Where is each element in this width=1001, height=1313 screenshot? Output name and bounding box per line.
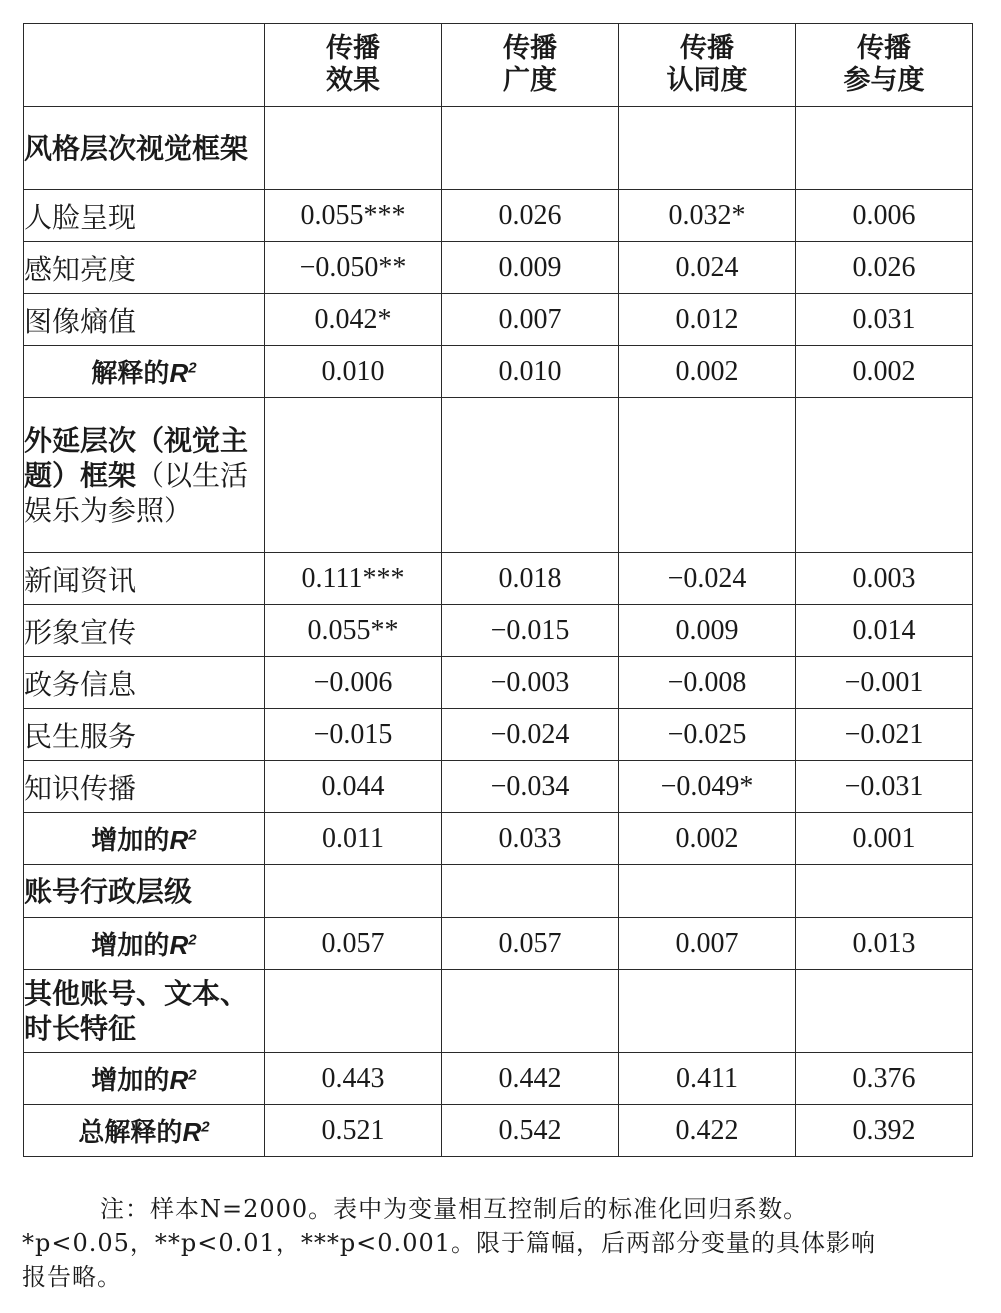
r-superscript: 2 [201, 1118, 210, 1136]
coefficient-cell: 0.012 [619, 294, 796, 346]
coefficient-cell: 0.111*** [265, 553, 442, 605]
coefficient-cell: 0.031 [796, 294, 973, 346]
coefficient-cell: −0.031 [796, 761, 973, 813]
empty-cell [442, 970, 619, 1053]
section-title: 账号行政层级 [24, 874, 193, 908]
table-note [22, 1192, 978, 1294]
coefficient-cell: 0.032* [619, 190, 796, 242]
coefficient-cell: −0.050** [265, 242, 442, 294]
table-row [24, 657, 973, 709]
coefficient-cell: 0.033 [442, 813, 619, 865]
r-superscript: 2 [188, 931, 197, 949]
header-transmission-participation: 传播 参与度 [796, 24, 973, 107]
r-squared-row [24, 1105, 973, 1157]
r-squared-label [24, 918, 265, 970]
empty-cell [619, 107, 796, 190]
coefficient-cell: 0.009 [619, 605, 796, 657]
variable-label: 感知亮度 [24, 242, 265, 294]
r-squared-row [24, 1053, 973, 1105]
empty-cell [796, 107, 973, 190]
r-squared-text: 增加的 [91, 826, 170, 856]
header-transmission-effect: 传播 效果 [265, 24, 442, 107]
coefficient-cell: 0.055*** [265, 190, 442, 242]
r-symbol: R [169, 825, 189, 855]
section-subtitle: （以生活娱乐为参照） [24, 458, 249, 527]
coefficient-cell: 0.044 [265, 761, 442, 813]
coefficient-cell: 0.411 [619, 1053, 796, 1105]
r-superscript: 2 [188, 1066, 197, 1084]
coefficient-cell: 0.002 [619, 346, 796, 398]
r-symbol: R [169, 358, 189, 388]
coefficient-cell: 0.392 [796, 1105, 973, 1157]
r-squared-row [24, 918, 973, 970]
r-symbol: R [169, 1065, 189, 1095]
r-symbol: R [169, 930, 189, 960]
table-row [24, 553, 973, 605]
coefficient-cell: 0.013 [796, 918, 973, 970]
r-squared-label [24, 346, 265, 398]
empty-cell [796, 970, 973, 1053]
empty-cell [442, 107, 619, 190]
coefficient-cell: 0.010 [265, 346, 442, 398]
coefficient-cell: 0.014 [796, 605, 973, 657]
coefficient-cell: 0.018 [442, 553, 619, 605]
empty-cell [265, 398, 442, 553]
corner-cell [24, 24, 265, 107]
coefficient-cell: 0.376 [796, 1053, 973, 1105]
empty-cell [619, 398, 796, 553]
coefficient-cell: 0.521 [265, 1105, 442, 1157]
section-title: 外延层次（视觉主题）框架 [24, 423, 249, 492]
table-body [24, 107, 973, 1157]
coefficient-cell: −0.034 [442, 761, 619, 813]
coefficient-cell: −0.008 [619, 657, 796, 709]
empty-cell [265, 970, 442, 1053]
section-title: 风格层次视觉框架 [24, 131, 249, 165]
coefficient-cell: −0.006 [265, 657, 442, 709]
coefficient-cell: 0.009 [442, 242, 619, 294]
coefficient-cell: 0.057 [442, 918, 619, 970]
section-row [24, 107, 973, 190]
table-row [24, 294, 973, 346]
coefficient-cell: −0.025 [619, 709, 796, 761]
coefficient-cell: −0.024 [619, 553, 796, 605]
table-row [24, 190, 973, 242]
r-squared-text: 解释的 [91, 359, 170, 389]
note-line-2: *p<0.05，**p<0.01，***p<0.001。限于篇幅，后两部分变量的具体影响 [22, 1229, 876, 1257]
coefficient-cell: 0.010 [442, 346, 619, 398]
empty-cell [619, 970, 796, 1053]
empty-cell [442, 398, 619, 553]
coefficient-cell: −0.021 [796, 709, 973, 761]
r-squared-text: 总解释的 [78, 1118, 183, 1148]
coefficient-cell: 0.002 [619, 813, 796, 865]
r-superscript: 2 [188, 826, 197, 844]
coefficient-cell: 0.026 [442, 190, 619, 242]
variable-label: 民生服务 [24, 709, 265, 761]
r-superscript: 2 [188, 359, 197, 377]
empty-cell [796, 865, 973, 918]
coefficient-cell: 0.001 [796, 813, 973, 865]
table-row [24, 242, 973, 294]
r-squared-label [24, 1105, 265, 1157]
variable-label: 政务信息 [24, 657, 265, 709]
coefficient-cell: 0.442 [442, 1053, 619, 1105]
table-row [24, 605, 973, 657]
variable-label: 知识传播 [24, 761, 265, 813]
coefficient-cell: −0.015 [265, 709, 442, 761]
r-squared-row [24, 813, 973, 865]
section-row [24, 398, 973, 553]
empty-cell [442, 865, 619, 918]
coefficient-cell: 0.026 [796, 242, 973, 294]
r-squared-text: 增加的 [91, 931, 170, 961]
coefficient-cell: 0.007 [619, 918, 796, 970]
variable-label: 人脸呈现 [24, 190, 265, 242]
note-line-1: 注：样本N=2000。表中为变量相互控制后的标准化回归系数。 [100, 1195, 809, 1223]
coefficient-cell: 0.042* [265, 294, 442, 346]
coefficient-cell: 0.006 [796, 190, 973, 242]
coefficient-cell: 0.024 [619, 242, 796, 294]
regression-table [23, 23, 973, 1157]
coefficient-cell: −0.001 [796, 657, 973, 709]
section-label [24, 970, 265, 1053]
r-squared-text: 增加的 [91, 1066, 170, 1096]
r-symbol: R [182, 1117, 202, 1147]
section-label [24, 865, 265, 918]
coefficient-cell: 0.003 [796, 553, 973, 605]
coefficient-cell: 0.057 [265, 918, 442, 970]
coefficient-cell: 0.002 [796, 346, 973, 398]
header-row [24, 24, 973, 107]
header-transmission-approval: 传播 认同度 [619, 24, 796, 107]
r-squared-row [24, 346, 973, 398]
variable-label: 新闻资讯 [24, 553, 265, 605]
variable-label: 形象宣传 [24, 605, 265, 657]
empty-cell [265, 865, 442, 918]
r-squared-label [24, 813, 265, 865]
coefficient-cell: 0.422 [619, 1105, 796, 1157]
note-line-3: 报告略。 [22, 1263, 122, 1291]
coefficient-cell: 0.443 [265, 1053, 442, 1105]
coefficient-cell: 0.055** [265, 605, 442, 657]
coefficient-cell: −0.003 [442, 657, 619, 709]
section-row [24, 865, 973, 918]
table-row [24, 709, 973, 761]
empty-cell [796, 398, 973, 553]
section-label [24, 398, 265, 553]
section-label [24, 107, 265, 190]
empty-cell [265, 107, 442, 190]
coefficient-cell: −0.049* [619, 761, 796, 813]
variable-label: 图像熵值 [24, 294, 265, 346]
section-row [24, 970, 973, 1053]
coefficient-cell: −0.024 [442, 709, 619, 761]
header-transmission-breadth: 传播 广度 [442, 24, 619, 107]
section-title: 其他账号、文本、时长特征 [24, 977, 249, 1045]
coefficient-cell: 0.542 [442, 1105, 619, 1157]
coefficient-cell: 0.007 [442, 294, 619, 346]
table-row [24, 761, 973, 813]
coefficient-cell: −0.015 [442, 605, 619, 657]
r-squared-label [24, 1053, 265, 1105]
coefficient-cell: 0.011 [265, 813, 442, 865]
empty-cell [619, 865, 796, 918]
